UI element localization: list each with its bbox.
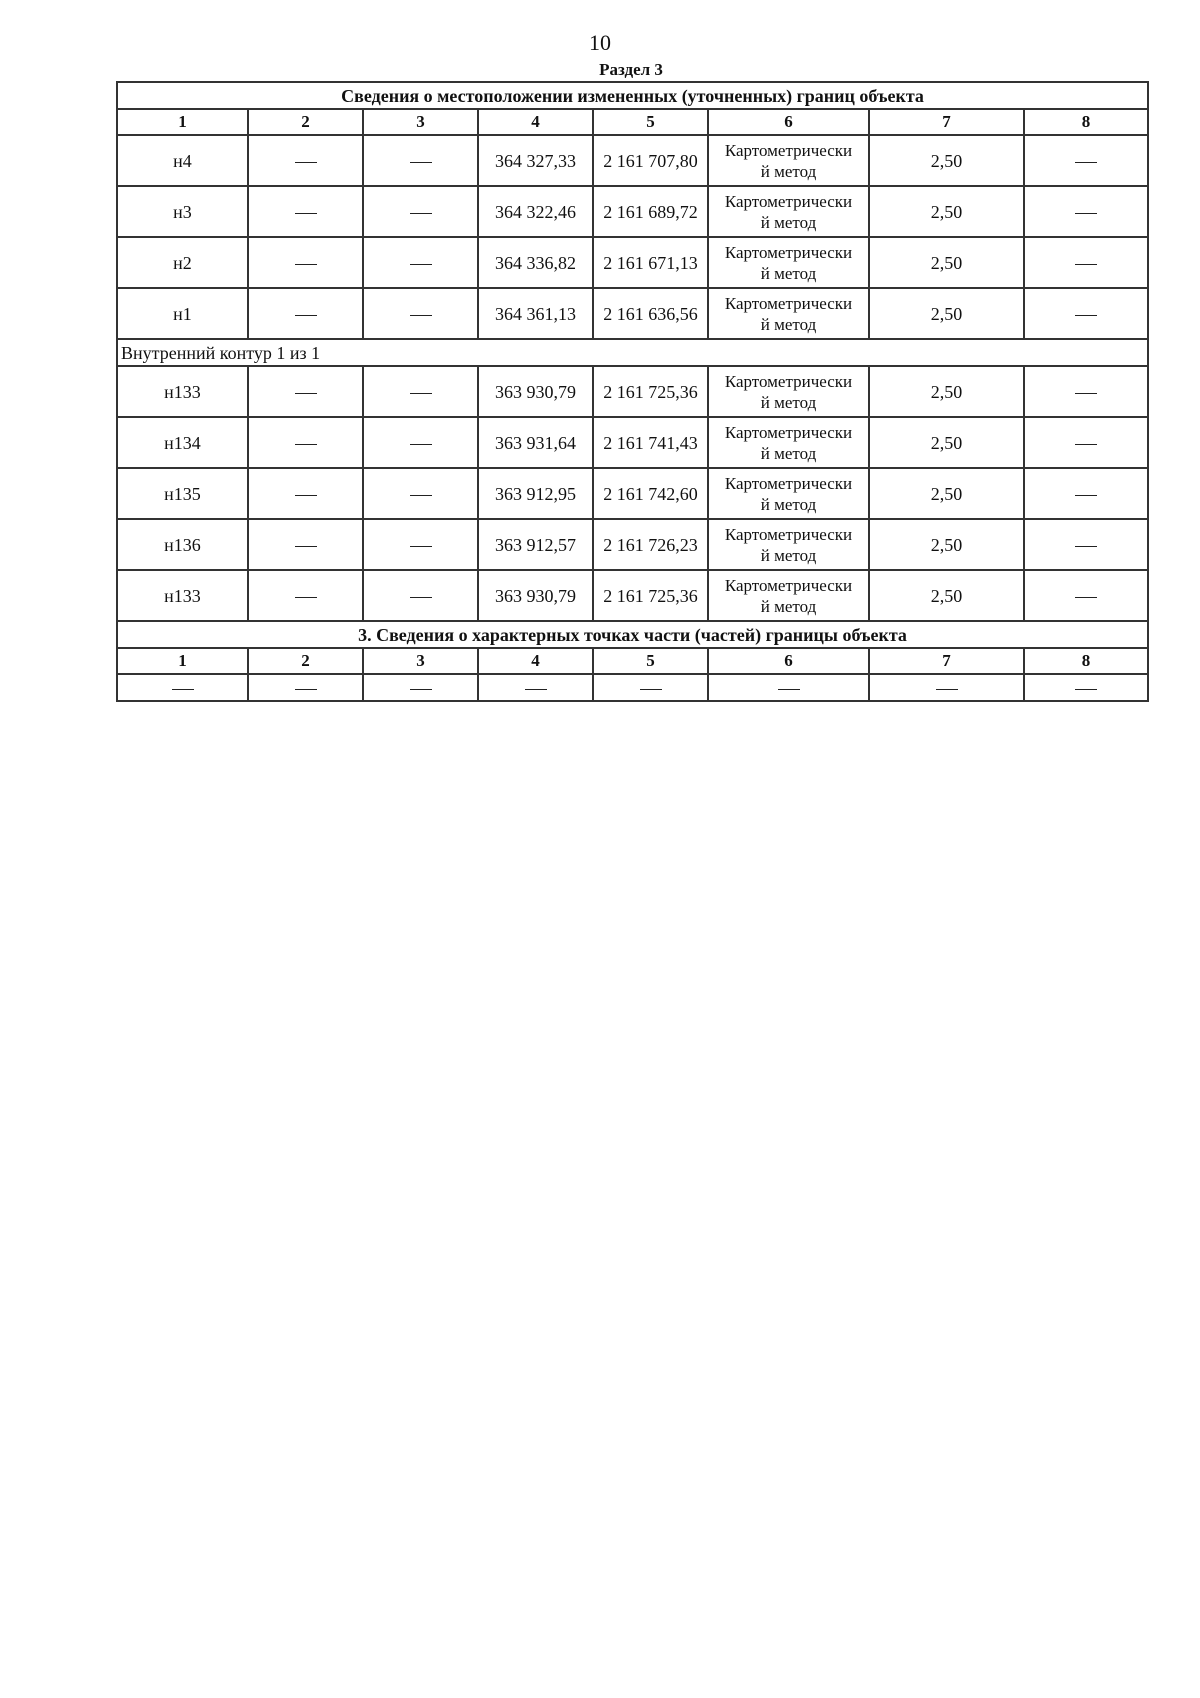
coordinate-y-cell: 2 161 741,43 (593, 417, 708, 468)
accuracy-cell: 2,50 (869, 417, 1024, 468)
dash-mark (936, 689, 958, 690)
column-number-cell: 2 (248, 648, 363, 674)
table-row (117, 468, 1148, 519)
empty-dash-cell (1024, 288, 1148, 339)
dash-mark (1075, 315, 1097, 316)
point-name-cell: н2 (117, 237, 248, 288)
method-cell (708, 570, 869, 621)
dash-mark (1075, 546, 1097, 547)
column-number-cell: 4 (478, 648, 593, 674)
dash-mark (410, 264, 432, 265)
empty-dash-cell (117, 674, 248, 701)
empty-dash-cell (1024, 519, 1148, 570)
method-line-1: Картометрически (724, 242, 853, 262)
column-number-cell: 6 (708, 648, 869, 674)
coordinate-x-cell: 363 931,64 (478, 417, 593, 468)
empty-dash-cell (248, 288, 363, 339)
coordinate-x-cell: 364 336,82 (478, 237, 593, 288)
empty-dash-cell (248, 570, 363, 621)
dash-mark (295, 393, 317, 394)
accuracy-cell: 2,50 (869, 288, 1024, 339)
coordinate-y-cell: 2 161 725,36 (593, 366, 708, 417)
dash-mark (410, 162, 432, 163)
table-title: Сведения о местоположении измененных (уточненных) границ объекта (117, 82, 1148, 109)
column-number-cell: 4 (478, 109, 593, 135)
empty-dash-cell (478, 674, 593, 701)
coordinate-x-cell: 363 930,79 (478, 366, 593, 417)
method-cell (708, 417, 869, 468)
dash-mark (295, 162, 317, 163)
dash-mark (1075, 597, 1097, 598)
table-row (117, 186, 1148, 237)
dash-mark (1075, 264, 1097, 265)
method-line-2: й метод (760, 443, 817, 463)
column-number-cell: 2 (248, 109, 363, 135)
method-line-1: Картометрически (724, 422, 853, 442)
coordinate-x-cell: 364 361,13 (478, 288, 593, 339)
dash-mark (295, 546, 317, 547)
empty-dash-cell (363, 519, 478, 570)
method-cell (708, 468, 869, 519)
point-name-cell: н135 (117, 468, 248, 519)
dash-mark (1075, 444, 1097, 445)
dash-mark (1075, 213, 1097, 214)
method-cell (708, 288, 869, 339)
accuracy-cell: 2,50 (869, 519, 1024, 570)
coordinate-y-cell: 2 161 742,60 (593, 468, 708, 519)
parts-title: 3. Сведения о характерных точках части (частей) границы объекта (117, 621, 1148, 648)
parts-column-number-row (117, 648, 1148, 674)
method-line-2: й метод (760, 494, 817, 514)
empty-dash-cell (363, 288, 478, 339)
empty-dash-cell (248, 135, 363, 186)
inner-contour-row (117, 339, 1148, 366)
empty-dash-cell (363, 237, 478, 288)
method-line-1: Картометрически (724, 371, 853, 391)
point-name-cell: н134 (117, 417, 248, 468)
column-number-cell: 6 (708, 109, 869, 135)
coordinate-y-cell: 2 161 671,13 (593, 237, 708, 288)
accuracy-cell: 2,50 (869, 468, 1024, 519)
method-line-1: Картометрически (724, 575, 853, 595)
dash-mark (1075, 162, 1097, 163)
empty-dash-cell (248, 468, 363, 519)
column-number-cell: 1 (117, 109, 248, 135)
dash-mark (295, 444, 317, 445)
boundary-points-table (116, 81, 1149, 702)
method-cell (708, 237, 869, 288)
method-line-2: й метод (760, 161, 817, 181)
empty-dash-cell (1024, 237, 1148, 288)
point-name-cell: н136 (117, 519, 248, 570)
dash-mark (172, 689, 194, 690)
method-cell (708, 135, 869, 186)
dash-mark (410, 444, 432, 445)
table-row (117, 237, 1148, 288)
dash-mark (1075, 689, 1097, 690)
coordinate-x-cell: 364 322,46 (478, 186, 593, 237)
table-row (117, 288, 1148, 339)
empty-dash-cell (869, 674, 1024, 701)
section-title: Раздел 3 (599, 60, 663, 79)
dash-mark (410, 315, 432, 316)
coordinate-x-cell: 364 327,33 (478, 135, 593, 186)
dash-mark (295, 495, 317, 496)
coordinate-x-cell: 363 912,57 (478, 519, 593, 570)
dash-mark (295, 315, 317, 316)
empty-dash-cell (248, 366, 363, 417)
empty-dash-cell (363, 366, 478, 417)
column-number-cell: 3 (363, 648, 478, 674)
dash-mark (295, 264, 317, 265)
method-cell (708, 366, 869, 417)
empty-dash-cell (248, 519, 363, 570)
coordinate-x-cell: 363 912,95 (478, 468, 593, 519)
table-row (117, 519, 1148, 570)
empty-dash-cell (363, 417, 478, 468)
dash-mark (525, 689, 547, 690)
point-name-cell: н133 (117, 570, 248, 621)
dash-mark (295, 597, 317, 598)
empty-dash-cell (708, 674, 869, 701)
column-number-cell: 7 (869, 109, 1024, 135)
coordinate-y-cell: 2 161 726,23 (593, 519, 708, 570)
empty-dash-cell (1024, 135, 1148, 186)
point-name-cell: н1 (117, 288, 248, 339)
column-number-cell: 5 (593, 648, 708, 674)
method-line-2: й метод (760, 314, 817, 334)
accuracy-cell: 2,50 (869, 186, 1024, 237)
column-number-cell: 1 (117, 648, 248, 674)
empty-dash-cell (363, 186, 478, 237)
empty-dash-cell (363, 135, 478, 186)
column-number-cell: 5 (593, 109, 708, 135)
method-line-1: Картометрически (724, 140, 853, 160)
accuracy-cell: 2,50 (869, 570, 1024, 621)
empty-dash-cell (363, 468, 478, 519)
accuracy-cell: 2,50 (869, 135, 1024, 186)
table-title-row (117, 82, 1148, 109)
dash-mark (1075, 393, 1097, 394)
table-row (117, 366, 1148, 417)
method-line-1: Картометрически (724, 524, 853, 544)
method-line-1: Картометрически (724, 191, 853, 211)
column-number-cell: 8 (1024, 109, 1148, 135)
accuracy-cell: 2,50 (869, 366, 1024, 417)
table-row (117, 417, 1148, 468)
dash-mark (640, 689, 662, 690)
empty-dash-cell (1024, 674, 1148, 701)
dash-mark (410, 495, 432, 496)
empty-dash-cell (1024, 366, 1148, 417)
dash-mark (410, 213, 432, 214)
dash-mark (410, 546, 432, 547)
column-number-cell: 8 (1024, 648, 1148, 674)
empty-dash-cell (248, 674, 363, 701)
column-number-row (117, 109, 1148, 135)
dash-mark (410, 393, 432, 394)
coordinate-x-cell: 363 930,79 (478, 570, 593, 621)
empty-dash-cell (1024, 417, 1148, 468)
method-line-1: Картометрически (724, 293, 853, 313)
accuracy-cell: 2,50 (869, 237, 1024, 288)
method-cell (708, 519, 869, 570)
column-number-cell: 7 (869, 648, 1024, 674)
method-line-2: й метод (760, 212, 817, 232)
table-row (117, 570, 1148, 621)
point-name-cell: н133 (117, 366, 248, 417)
column-number-cell: 3 (363, 109, 478, 135)
empty-dash-cell (363, 570, 478, 621)
parts-empty-row (117, 674, 1148, 701)
empty-dash-cell (1024, 186, 1148, 237)
dash-mark (295, 213, 317, 214)
page-number: 10 (589, 30, 611, 55)
dash-mark (778, 689, 800, 690)
empty-dash-cell (363, 674, 478, 701)
method-line-2: й метод (760, 263, 817, 283)
method-line-2: й метод (760, 545, 817, 565)
method-line-2: й метод (760, 596, 817, 616)
coordinate-y-cell: 2 161 725,36 (593, 570, 708, 621)
empty-dash-cell (248, 417, 363, 468)
coordinate-y-cell: 2 161 707,80 (593, 135, 708, 186)
table-row (117, 135, 1148, 186)
empty-dash-cell (593, 674, 708, 701)
parts-title-row (117, 621, 1148, 648)
method-line-1: Картометрически (724, 473, 853, 493)
empty-dash-cell (1024, 468, 1148, 519)
point-name-cell: н3 (117, 186, 248, 237)
method-line-2: й метод (760, 392, 817, 412)
dash-mark (295, 689, 317, 690)
empty-dash-cell (248, 237, 363, 288)
dash-mark (1075, 495, 1097, 496)
empty-dash-cell (1024, 570, 1148, 621)
empty-dash-cell (248, 186, 363, 237)
coordinate-y-cell: 2 161 689,72 (593, 186, 708, 237)
coordinate-y-cell: 2 161 636,56 (593, 288, 708, 339)
dash-mark (410, 597, 432, 598)
inner-contour-label: Внутренний контур 1 из 1 (117, 339, 1148, 366)
dash-mark (410, 689, 432, 690)
method-cell (708, 186, 869, 237)
point-name-cell: н4 (117, 135, 248, 186)
